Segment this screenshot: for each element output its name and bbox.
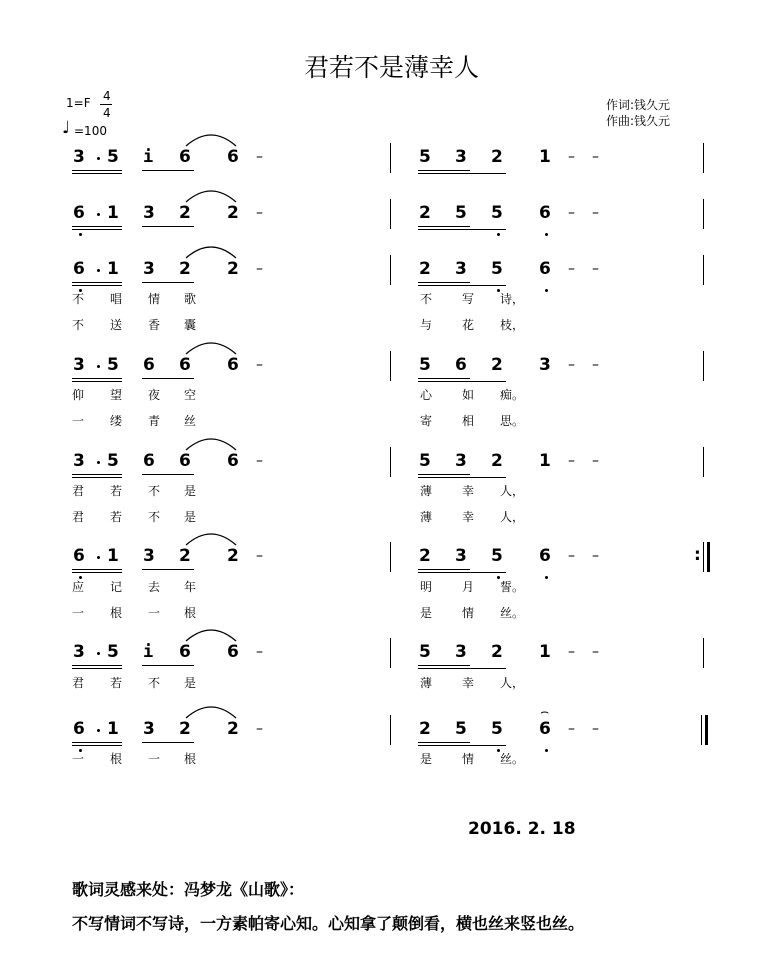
lyric-char: 仰 (72, 388, 85, 402)
lyric-char: 人， (500, 510, 525, 524)
sustain-dash: – (592, 721, 599, 737)
lyric-char: 根 (184, 752, 197, 766)
jianpu-note: 2 (179, 719, 191, 739)
lyric-char: 痴。 (500, 388, 525, 402)
lyric-char: 幸 (462, 484, 475, 498)
jianpu-note: 5 (419, 355, 431, 375)
jianpu-note: 1 (107, 259, 119, 279)
lyric-char: 送 (110, 318, 123, 332)
jianpu-note: 6 (143, 355, 155, 375)
lyric-char: 空 (184, 388, 197, 402)
sustain-dash: – (568, 205, 575, 221)
tie-arc (186, 343, 236, 354)
sustain-dash: – (592, 453, 599, 469)
lyric-char: 去 (148, 580, 161, 594)
tie-arc (186, 707, 236, 718)
lyricist-credit: 作词:钱久元 (606, 98, 671, 112)
jianpu-note: 3 (143, 719, 155, 739)
jianpu-note: 6 (179, 642, 191, 662)
lyric-char: 思。 (500, 414, 525, 428)
lyric-char: 相 (462, 414, 475, 428)
key-signature: 1=F (66, 96, 91, 110)
lyric-char: 是 (184, 510, 197, 524)
lyric-char: 是 (184, 676, 197, 690)
jianpu-note: 5 (419, 451, 431, 471)
lyric-char: 情 (148, 292, 161, 306)
sustain-dash: – (256, 721, 263, 737)
jianpu-note: 6 (455, 355, 467, 375)
lyric-char: 一 (148, 752, 161, 766)
jianpu-note: 2 (419, 719, 431, 739)
jianpu-note: 1 (539, 642, 551, 662)
lyric-char: 是 (184, 484, 197, 498)
sustain-dash: – (592, 261, 599, 277)
jianpu-note: 6 (143, 451, 155, 471)
jianpu-note: 3 (143, 259, 155, 279)
lyric-char: 君 (72, 484, 85, 498)
jianpu-note: 5 (107, 355, 119, 375)
jianpu-note: 1 (107, 203, 119, 223)
lyric-char: 不 (148, 676, 161, 690)
jianpu-note: 5 (491, 719, 503, 739)
lyric-char: 应 (72, 580, 85, 594)
jianpu-note: 2 (419, 203, 431, 223)
tie-arc (186, 439, 236, 450)
quarter-note-icon: ♩ (62, 118, 71, 138)
fermata-icon: ⌢ (540, 704, 550, 720)
lyric-char: 夜 (148, 388, 161, 402)
jianpu-note: 6 (179, 355, 191, 375)
sustain-dash: – (592, 548, 599, 564)
jianpu-note: 6 (179, 451, 191, 471)
tie-arc (186, 191, 236, 202)
jianpu-note: 2 (491, 355, 503, 375)
tie-arc (186, 534, 236, 545)
lyric-char: 根 (110, 752, 123, 766)
jianpu-note: 3 (455, 642, 467, 662)
lyric-char: 幸 (462, 676, 475, 690)
lyric-char: 情 (462, 752, 475, 766)
sustain-dash: – (592, 357, 599, 373)
jianpu-note: 2 (227, 546, 239, 566)
jianpu-note: 2 (227, 259, 239, 279)
lyric-char: 寄 (420, 414, 433, 428)
jianpu-note: 6 (227, 642, 239, 662)
lyric-char: 若 (110, 676, 123, 690)
jianpu-note: 1 (539, 147, 551, 167)
time-signature-denominator: 4 (103, 106, 111, 120)
sustain-dash: – (568, 357, 575, 373)
sustain-dash: – (256, 205, 263, 221)
lyric-char: 不 (72, 292, 85, 306)
jianpu-note: 6 (73, 259, 85, 279)
sustain-dash: – (568, 149, 575, 165)
sustain-dash: – (592, 644, 599, 660)
jianpu-note: 5 (491, 546, 503, 566)
lyric-char: 丝。 (500, 752, 525, 766)
composer-credit: 作曲:钱久元 (606, 114, 671, 128)
lyric-char: 花 (462, 318, 475, 332)
jianpu-note: 6 (539, 546, 551, 566)
lyric-char: 记 (110, 580, 123, 594)
lyric-char: 誓。 (500, 580, 525, 594)
lyric-char: 情 (462, 606, 475, 620)
lyric-char: 枝， (500, 318, 525, 332)
jianpu-note: 3 (539, 355, 551, 375)
lyric-char: 一 (148, 606, 161, 620)
jianpu-note: 6 (73, 203, 85, 223)
jianpu-note: 1 (107, 719, 119, 739)
jianpu-note: 5 (419, 147, 431, 167)
lyric-char: 望 (110, 388, 123, 402)
jianpu-note: 2 (491, 642, 503, 662)
jianpu-note: 5 (491, 259, 503, 279)
lyric-char: 丝。 (500, 606, 525, 620)
lyric-char: 若 (110, 510, 123, 524)
lyric-char: 明 (420, 580, 433, 594)
jianpu-note: 1 (107, 546, 119, 566)
sustain-dash: – (568, 453, 575, 469)
lyric-char: 根 (184, 606, 197, 620)
lyric-char: 薄 (420, 676, 433, 690)
jianpu-note: 3 (455, 259, 467, 279)
jianpu-note: 2 (179, 546, 191, 566)
jianpu-note: 6 (227, 147, 239, 167)
jianpu-note: 5 (107, 147, 119, 167)
jianpu-note: 5 (491, 203, 503, 223)
jianpu-note: 1 (539, 451, 551, 471)
jianpu-note: 2 (419, 546, 431, 566)
jianpu-note: 2 (491, 147, 503, 167)
lyric-char: 根 (110, 606, 123, 620)
lyric-char: 若 (110, 484, 123, 498)
sustain-dash: – (256, 453, 263, 469)
lyric-char: 与 (420, 318, 433, 332)
tie-arc (186, 135, 236, 146)
time-signature-numerator: 4 (103, 89, 111, 103)
jianpu-note: i (143, 147, 154, 167)
tempo-mark: =100 (74, 124, 107, 138)
song-title: 君若不是薄幸人 (303, 53, 479, 82)
lyric-char: 香 (148, 318, 161, 332)
lyric-char: 歌 (184, 292, 197, 306)
jianpu-note: 2 (491, 451, 503, 471)
lyric-char: 年 (184, 580, 197, 594)
lyric-char: 君 (72, 676, 85, 690)
lyric-char: 囊 (184, 318, 197, 332)
lyric-char: 心 (420, 388, 433, 402)
source-label: 歌词灵感来处：冯梦龙《山歌》： (72, 880, 305, 899)
lyric-char: 不 (148, 510, 161, 524)
jianpu-note: 3 (73, 147, 85, 167)
jianpu-note: 2 (419, 259, 431, 279)
lyric-char: 丝 (184, 414, 197, 428)
jianpu-note: i (143, 642, 154, 662)
jianpu-note: 3 (73, 355, 85, 375)
jianpu-note: 3 (455, 546, 467, 566)
repeat-dots: : (694, 545, 701, 565)
tie-arc (186, 247, 236, 258)
lyric-char: 薄 (420, 510, 433, 524)
lyric-char: 君 (72, 510, 85, 524)
sustain-dash: – (256, 149, 263, 165)
jianpu-note: 6 (539, 259, 551, 279)
composition-date: 2016. 2. 18 (468, 819, 576, 839)
sustain-dash: – (256, 357, 263, 373)
jianpu-note: 6 (73, 719, 85, 739)
jianpu-note: 5 (455, 203, 467, 223)
lyric-char: 薄 (420, 484, 433, 498)
jianpu-note: 6 (179, 147, 191, 167)
sustain-dash: – (256, 548, 263, 564)
jianpu-note: 6 (227, 451, 239, 471)
jianpu-note: 2 (227, 719, 239, 739)
sustain-dash: – (592, 205, 599, 221)
jianpu-note: 3 (73, 451, 85, 471)
jianpu-note: 2 (179, 259, 191, 279)
lyric-char: 不 (148, 484, 161, 498)
lyric-char: 是 (420, 606, 433, 620)
lyric-char: 不 (420, 292, 433, 306)
lyric-char: 一 (72, 414, 85, 428)
jianpu-note: 5 (107, 642, 119, 662)
jianpu-note: 3 (455, 451, 467, 471)
jianpu-note: 5 (107, 451, 119, 471)
lyric-char: 一 (72, 606, 85, 620)
lyric-char: 缕 (110, 414, 123, 428)
jianpu-note: 3 (143, 203, 155, 223)
lyric-char: 青 (148, 414, 161, 428)
jianpu-note: 5 (419, 642, 431, 662)
lyric-char: 如 (462, 388, 475, 402)
sustain-dash: – (256, 261, 263, 277)
lyric-char: 人， (500, 676, 525, 690)
jianpu-note: 6 (539, 203, 551, 223)
sustain-dash: – (568, 721, 575, 737)
sustain-dash: – (568, 548, 575, 564)
sustain-dash: – (256, 644, 263, 660)
sustain-dash: – (568, 644, 575, 660)
jianpu-note: 3 (143, 546, 155, 566)
jianpu-note: 3 (455, 147, 467, 167)
lyric-char: 是 (420, 752, 433, 766)
source-poem: 不写情词不写诗，一方素帕寄心知。心知拿了颠倒看，横也丝来竖也丝。 (72, 914, 585, 933)
sustain-dash: – (568, 261, 575, 277)
lyric-char: 不 (72, 318, 85, 332)
jianpu-note: 6 (539, 719, 551, 739)
lyric-char: 唱 (110, 292, 123, 306)
lyric-char: 诗， (500, 292, 525, 306)
sustain-dash: – (592, 149, 599, 165)
jianpu-note: 2 (227, 203, 239, 223)
jianpu-note: 6 (73, 546, 85, 566)
lyric-char: 一 (72, 752, 85, 766)
lyric-char: 幸 (462, 510, 475, 524)
jianpu-note: 2 (179, 203, 191, 223)
lyric-char: 月 (462, 580, 475, 594)
lyric-char: 人， (500, 484, 525, 498)
jianpu-note: 6 (227, 355, 239, 375)
tie-arc (186, 630, 236, 641)
jianpu-note: 3 (73, 642, 85, 662)
jianpu-note: 5 (455, 719, 467, 739)
lyric-char: 写 (462, 292, 475, 306)
